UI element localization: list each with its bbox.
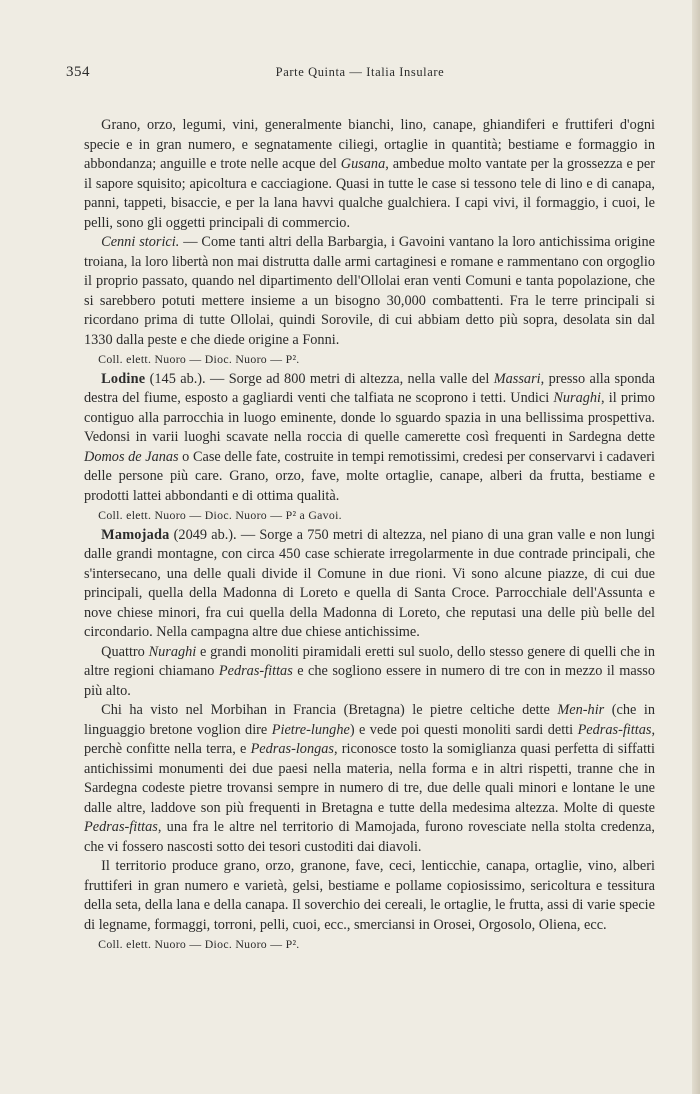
lodine-coll-line: Coll. elett. Nuoro — Dioc. Nuoro — P² a Gavoi. — [98, 508, 342, 522]
cenni-storici-label: Cenni storici. — [101, 234, 180, 250]
lodine-heading: Lodine — [101, 370, 146, 387]
running-title: Parte Quinta — Italia Insulare — [275, 65, 445, 79]
mamojada-coll-line: Coll. elett. Nuoro — Dioc. Nuoro — P². — [98, 937, 300, 951]
lodine-entry: Lodine (145 ab.). — Sorge ad 800 metri di altezza, nella valle del Massari, presso alla sponda destra del fiume, esposto a gagliardi venti che talfiata ne scoprono i tetti. Undici Nuraghi, il primo contiguo alla parrocchia in luogo eminente, donde lo sguardo spazia in una bellissima prospettiva. Vedonsi in varii luoghi scavate nella roccia di quelle camerette così frequenti in Sardegna dette Domos de Janas o Case delle fate, costruite in tempi remotissimi, credesi per conservarvi i cadaveri delle persone più care. Grano, orzo, fave, molte ortaglie, canape, alberi da frutta, bestiame e prodotti lattei abbondanti e di ottima qualità. — [84, 370, 655, 504]
mamojada-menhir-paragraph: Chi ha visto nel Morbihan in Francia (Bretagna) le pietre celtiche dette Men-hir (che in linguaggio bretone voglion dire Pietre-lunghe) e vede poi questi monoliti sardi detti Pedras-fittas, perchè confitte nella terra, e Pedras-longas, riconosce tosto la somiglianza quasi perfetta di siffatti antichissimi monumenti dei due paesi nella materia, nella forma e in altri rispetti, tranne che in Sardegna codeste pietre trovansi sempre in numero di tre, due delle quali minori e lontane le une dalle altre, laddove son più frequenti in Bretagna e tutte della medesima altezza. Molte di queste Pedras-fittas, una fra le altre nel territorio di Mamojada, furono rovesciate nella stolta credenza, che vi fossero nascosti sotto dei tesori custoditi dai diavoli. — [84, 702, 656, 855]
mamojada-entry: Mamojada (2049 ab.). — Sorge a 750 metri di altezza, nel piano di una gran valle e non lungi dalle grandi montagne, con circa 450 case schierate irregolarmente in due contrade principali, che s'intersecano, una delle quali divide il Comune in due rioni. Vi sono alcune piazze, di cui due principali, quella della Madonna di Loreto e quella di Santa Croce. Parrocchiale dell'Assunta e nove chiese minori, fra cui quella della Madonna di Loreto, che reputasi una delle più belle del circondario. Nella campagna altre due chiese antichissime. — [84, 526, 655, 640]
gavoi-coll-line: Coll. elett. Nuoro — Dioc. Nuoro — P². — [98, 352, 300, 366]
page-header — [66, 64, 654, 84]
mamojada-territory-paragraph: Il territorio produce grano, orzo, granone, fave, ceci, lenticchie, canapa, ortaglie, vino, alberi fruttiferi in gran numero e varietà, gelsi, bestiame e pollame copiosissimo, sericoltura e tessitura della seta, della lana e della canapa. Il soverchio dei cereali, le ortaglie, le frutta, assi di varie specie di legname, formaggi, torroni, pelli, cuoi, ecc., smerciansi in Orosei, Orgosolo, Oliena, ecc. — [84, 858, 655, 933]
page-body — [84, 116, 655, 955]
page-edge — [692, 0, 700, 1094]
mamojada-heading: Mamojada — [101, 526, 170, 543]
mamojada-nuraghi-paragraph: Quattro Nuraghi e grandi monoliti piramidali eretti sul suolo, dello stesso genere di quelli che in altre regioni chiamano Pedras-fittas e che sogliono essere in numero di tre con in mezzo il masso più alto. — [84, 643, 655, 699]
gavoi-products-paragraph: Grano, orzo, legumi, vini, generalmente bianchi, lino, canape, ghiandiferi e fruttiferi d'ogni specie e in gran numero, e segnatamente ciliegi, ortaglie in quantità; bestiame e formaggio in abbondanza; anguille e trote nelle acque del Gusana, ambedue molto vantate per la grossezza e per il sapore squisito; apicoltura e cacciagione. Quasi in tutte le case si tessono tele di lino e di canapa, panni, tappeti, bisaccie, e per la lana havvi qualche gualchiera. I capi vivi, il formaggio, i cuoi, le pelli, sono gli oggetti principali di commercio. — [84, 117, 656, 231]
page-number: 354 — [66, 64, 90, 80]
gavoi-history-paragraph: Cenni storici. — Come tanti altri della Barbargia, i Gavoini vantano la loro antichissima origine troiana, la loro libertà non mai distrutta dalle armi cartaginesi e romane e rammentano con orgoglio il proprio passato, quando nel dipartimento dell'Ollolai eran venti Comuni e tanta popolazione, che si sarebbero potuti mettere insieme a un bisogno 30,000 combattenti. Fra le terre principali si ricordano prima di tutte Ollolai, quindi Sorovile, di cui abbiam detto più sopra, desolata sin dal 1330 dalla peste e che diede origine a Fonni. — [84, 234, 655, 348]
